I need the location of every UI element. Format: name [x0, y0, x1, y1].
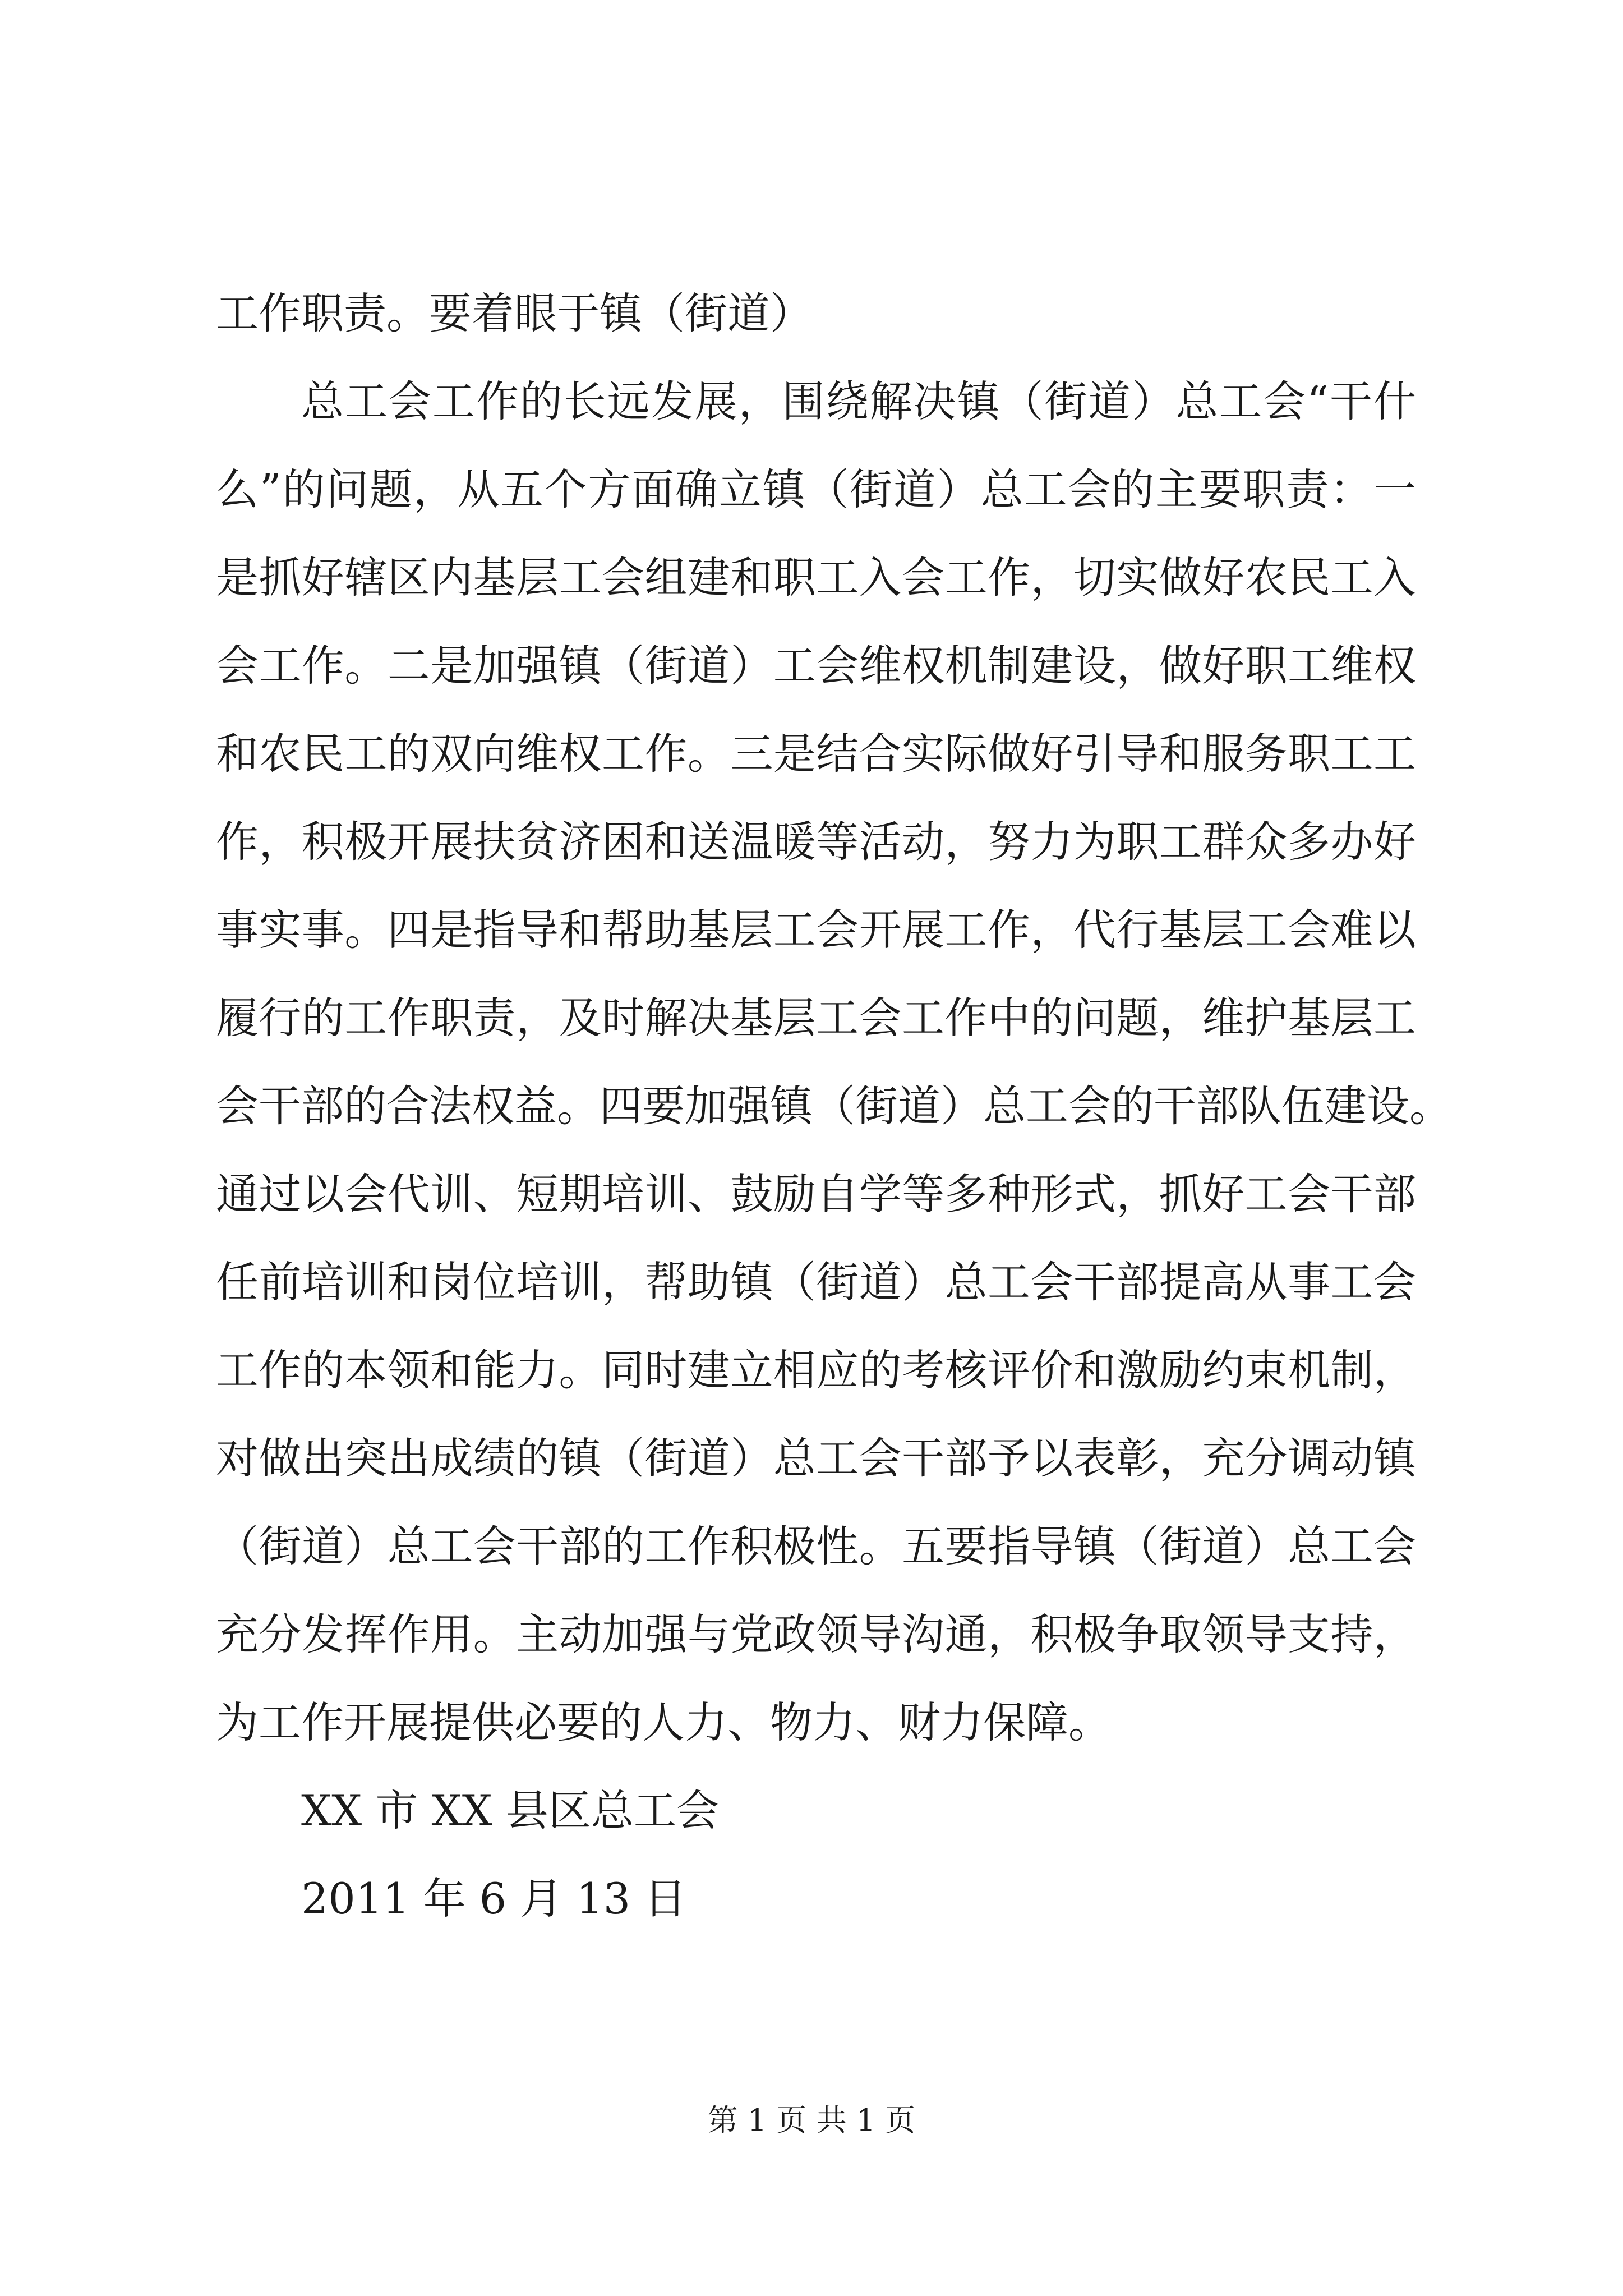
text-line: 和农民工的双向维权工作。三是结合实际做好引导和服务职工工 — [216, 729, 1416, 779]
text-line: 履行的工作职责，及时解决基层工会工作中的问题，维护基层工 — [216, 993, 1416, 1043]
text-line: （街道）总工会干部的工作积极性。五要指导镇（街道）总工会 — [216, 1521, 1416, 1571]
text-line: 是抓好辖区内基层工会组建和职工入会工作，切实做好农民工入 — [216, 553, 1416, 602]
text-line: 作，积极开展扶贫济困和送温暖等活动，努力为职工群众多办好 — [216, 817, 1416, 867]
document-body — [216, 269, 1452, 1943]
text-line: 会工作。二是加强镇（街道）工会维权机制建设，做好职工维权 — [216, 641, 1416, 691]
text-line: 任前培训和岗位培训，帮助镇（街道）总工会干部提高从事工会 — [216, 1257, 1416, 1307]
signature-date: 2011 年 6 月 13 日 — [301, 1874, 687, 1924]
signature-organization: XX 市 XX 县区总工会 — [301, 1786, 719, 1835]
text-line: 为工作开展提供必要的人力、物力、财力保障。 — [216, 1697, 1111, 1747]
text-line: 通过以会代训、短期培训、鼓励自学等多种形式，抓好工会干部 — [216, 1169, 1416, 1219]
text-line: 事实事。四是指导和帮助基层工会开展工作，代行基层工会难以 — [216, 905, 1416, 955]
page-number-footer: 第 1 页 共 1 页 — [707, 2102, 916, 2138]
text-line: 工作的本领和能力。同时建立相应的考核评价和激励约束机制， — [216, 1345, 1416, 1395]
text-line: 会干部的合法权益。四要加强镇（街道）总工会的干部队伍建设。 — [216, 1081, 1452, 1131]
text-line: 总工会工作的长远发展，围绕解决镇（街道）总工会“干什 — [301, 376, 1416, 426]
text-line: 充分发挥作用。主动加强与党政领导沟通，积极争取领导支持， — [216, 1609, 1416, 1659]
text-line: 工作职责。要着眼于镇（街道） — [216, 288, 813, 338]
text-line: 对做出突出成绩的镇（街道）总工会干部予以表彰，充分调动镇 — [216, 1433, 1416, 1483]
text-line: 么”的问题，从五个方面确立镇（街道）总工会的主要职责：一 — [216, 464, 1416, 514]
